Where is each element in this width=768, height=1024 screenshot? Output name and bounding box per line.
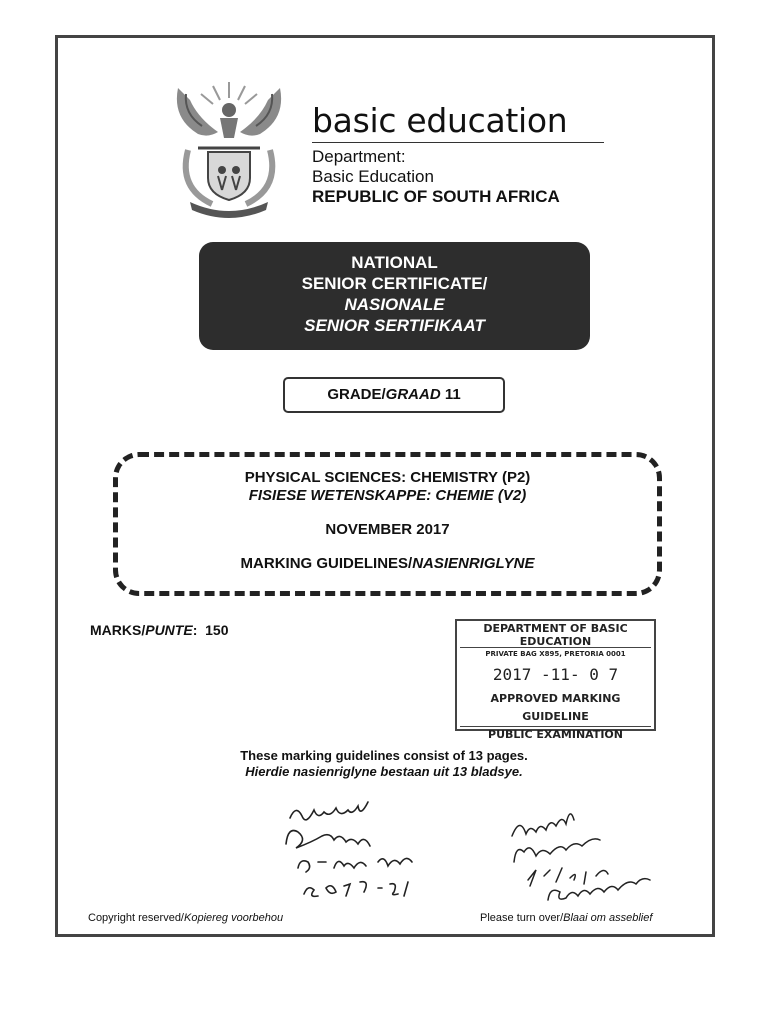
pages-note <box>0 748 768 780</box>
brand-block <box>312 100 604 207</box>
guidelines-af: NASIENRIGLYNE <box>412 555 535 572</box>
footer-turn-over <box>480 912 652 924</box>
dept-line-1: Department: <box>312 147 406 166</box>
dept-line-2: Basic Education <box>312 167 434 186</box>
grade-number: 11 <box>444 386 461 403</box>
certificate-line-3: NASIONALE <box>344 295 445 314</box>
examiner-signature <box>500 796 660 911</box>
dept-line-3: REPUBLIC OF SOUTH AFRICA <box>312 187 560 206</box>
stamp-date: 2017 -11- 0 7 <box>492 665 619 684</box>
stamp-approved: APPROVED MARKING GUIDELINE <box>490 692 621 723</box>
coat-of-arms-icon <box>168 78 290 218</box>
stamp-exam: PUBLIC EXAMINATION <box>488 728 623 741</box>
grade-box <box>283 377 505 413</box>
marks-label-af: PUNTE <box>145 622 193 638</box>
guidelines-en: MARKING GUIDELINES/ <box>240 555 413 572</box>
approval-stamp <box>455 619 656 741</box>
certificate-line-4: SENIOR SERTIFIKAAT <box>304 316 485 335</box>
brand-title: basic education <box>312 101 568 140</box>
pages-note-af: Hierdie nasienriglyne bestaan uit 13 bladsye. <box>245 764 523 779</box>
marks-value: 150 <box>205 622 229 638</box>
footer-right-af: Blaai om asseblief <box>563 912 653 924</box>
footer-right-en: Please turn over/ <box>480 912 564 924</box>
exam-date: NOVEMBER 2017 <box>325 521 450 538</box>
subject-title-af: FISIESE WETENSKAPPE: CHEMIE (V2) <box>248 487 527 504</box>
certificate-banner <box>199 242 590 350</box>
marks-label-en: MARKS/ <box>90 622 146 638</box>
certificate-line-2: SENIOR CERTIFICATE/ <box>301 274 488 293</box>
grade-label-af: GRAAD <box>385 386 441 403</box>
footer-copyright <box>88 912 283 924</box>
footer-left-af: Kopiereg voorbehou <box>184 912 284 924</box>
subject-box <box>113 452 662 596</box>
stamp-line-2: EDUCATION <box>519 635 592 648</box>
pages-note-en: These marking guidelines consist of 13 pages. <box>240 748 528 763</box>
moderator-signature <box>278 796 438 906</box>
guidelines-title <box>118 555 657 573</box>
certificate-line-1: NATIONAL <box>351 253 438 272</box>
stamp-address: PRIVATE BAG X895, PRETORIA 0001 <box>485 650 626 658</box>
marks-line: MARKS/PUNTE: 150 <box>90 622 229 638</box>
grade-label-en: GRADE/ <box>327 386 386 403</box>
subject-title-en: PHYSICAL SCIENCES: CHEMISTRY (P2) <box>244 469 531 486</box>
footer-left-en: Copyright reserved/ <box>88 912 184 924</box>
stamp-line-1: DEPARTMENT OF BASIC <box>483 622 628 635</box>
brand-divider <box>312 142 604 143</box>
